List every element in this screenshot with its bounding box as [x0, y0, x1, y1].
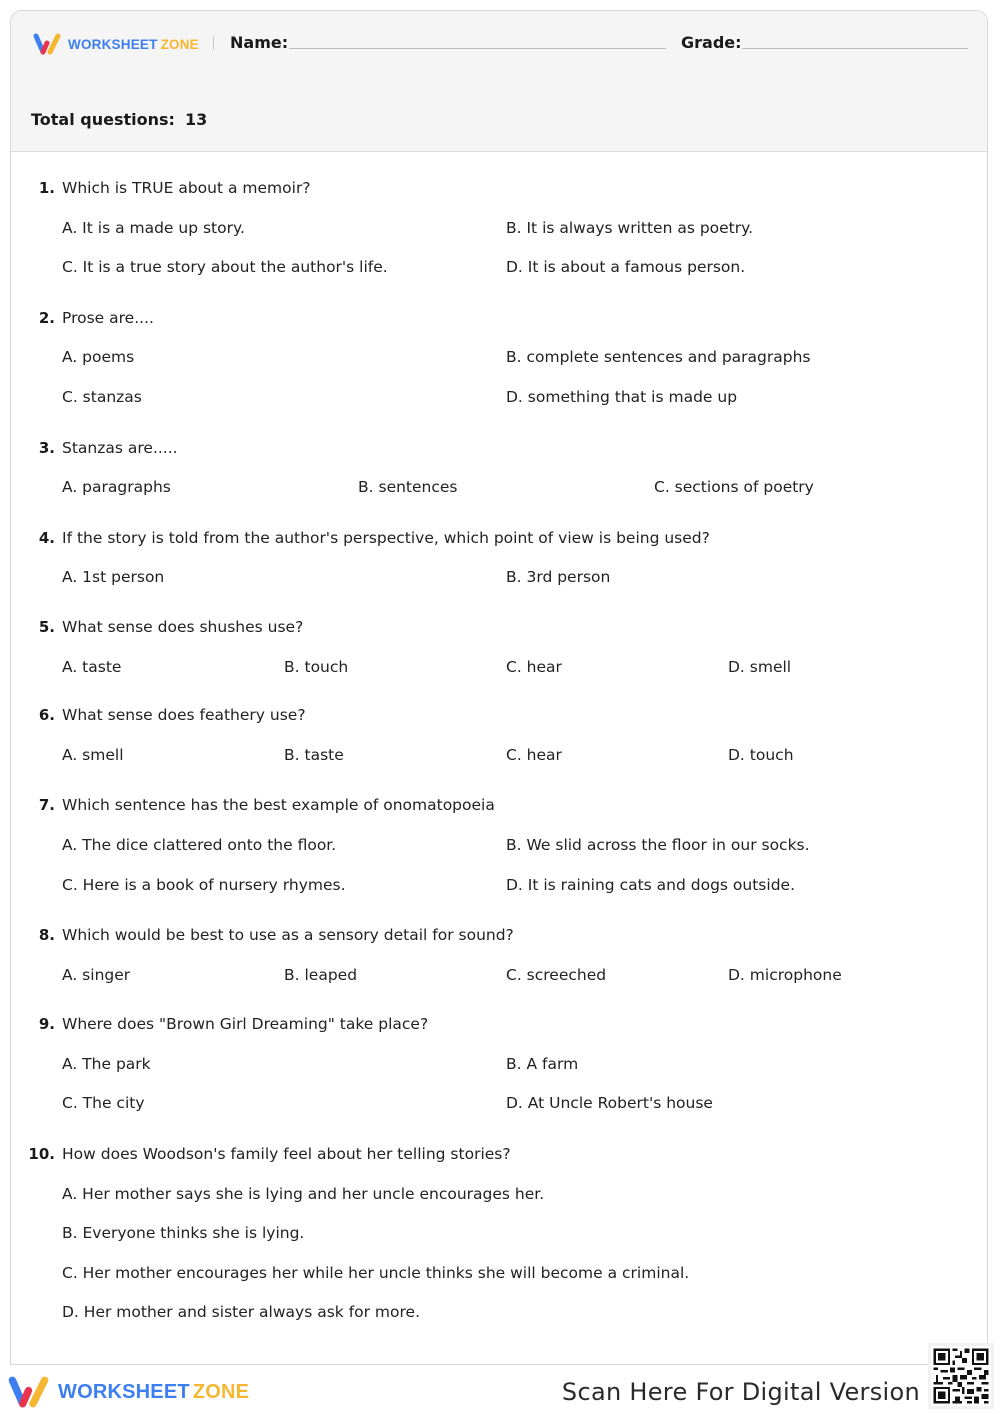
question-number: 6. — [38, 706, 55, 724]
grade-label: Grade: — [681, 33, 742, 52]
question-text: Prose are.... — [62, 309, 154, 327]
question-number: 8. — [38, 926, 55, 944]
worksheet-card — [10, 10, 988, 1365]
option-b[interactable]: B. taste — [284, 746, 344, 764]
option-d[interactable]: D. Her mother and sister always ask for more. — [62, 1303, 421, 1321]
option-b[interactable]: B. touch — [284, 658, 349, 676]
worksheet-zone-logo-icon — [33, 33, 63, 55]
question-number: 3. — [38, 439, 55, 457]
option-c[interactable]: C. hear — [506, 658, 562, 676]
option-c[interactable]: C. stanzas — [62, 388, 142, 406]
total-questions-count: 13 — [184, 110, 208, 129]
name-label: Name: — [230, 33, 289, 52]
option-b[interactable]: B. leaped — [284, 966, 358, 984]
footer-brand-logo — [8, 1375, 249, 1409]
question-text: What sense does feathery use? — [62, 706, 306, 724]
question-text: Stanzas are..... — [62, 439, 178, 457]
brand-logo — [33, 33, 199, 55]
question-number: 5. — [38, 618, 55, 636]
qr-code-icon[interactable] — [928, 1343, 994, 1409]
question-number: 7. — [38, 796, 55, 814]
option-a[interactable]: A. poems — [62, 348, 135, 366]
option-d[interactable]: D. touch — [728, 746, 794, 764]
option-b[interactable]: B. Everyone thinks she is lying. — [62, 1224, 305, 1242]
option-a[interactable]: A. paragraphs — [62, 478, 171, 496]
option-c[interactable]: C. Here is a book of nursery rhymes. — [62, 876, 346, 894]
question-text: If the story is told from the author's perspective, which point of view is being used? — [62, 529, 710, 547]
worksheet-zone-logo-icon — [8, 1375, 52, 1409]
question-text: Which sentence has the best example of onomatopoeia — [62, 796, 495, 814]
header-divider — [213, 36, 214, 50]
option-a[interactable]: A. The dice clattered onto the floor. — [62, 836, 337, 854]
option-a[interactable]: A. smell — [62, 746, 124, 764]
option-a[interactable]: A. 1st person — [62, 568, 165, 586]
option-b[interactable]: B. sentences — [358, 478, 458, 496]
name-field[interactable] — [289, 48, 666, 49]
brand-name: WORKSHEET ZONE — [68, 36, 199, 52]
question-text: Where does "Brown Girl Dreaming" take place? — [62, 1015, 429, 1033]
option-a[interactable]: A. taste — [62, 658, 122, 676]
option-d[interactable]: D. It is raining cats and dogs outside. — [506, 876, 795, 894]
option-b[interactable]: B. complete sentences and paragraphs — [506, 348, 811, 366]
grade-field[interactable] — [742, 48, 968, 49]
option-c[interactable]: C. sections of poetry — [654, 478, 814, 496]
option-d[interactable]: D. It is about a famous person. — [506, 258, 746, 276]
option-d[interactable]: D. smell — [728, 658, 792, 676]
question-text: Which would be best to use as a sensory detail for sound? — [62, 926, 514, 944]
question-text: Which is TRUE about a memoir? — [62, 179, 311, 197]
option-b[interactable]: B. A farm — [506, 1055, 579, 1073]
footer-brand-name: WORKSHEET ZONE — [58, 1380, 250, 1403]
option-b[interactable]: B. 3rd person — [506, 568, 611, 586]
option-c[interactable]: C. hear — [506, 746, 562, 764]
option-d[interactable]: D. At Uncle Robert's house — [506, 1094, 713, 1112]
option-c[interactable]: C. screeched — [506, 966, 607, 984]
option-c[interactable]: C. It is a true story about the author's life. — [62, 258, 388, 276]
option-a[interactable]: A. singer — [62, 966, 131, 984]
option-b[interactable]: B. It is always written as poetry. — [506, 219, 754, 237]
option-c[interactable]: C. The city — [62, 1094, 145, 1112]
worksheet-header — [11, 11, 987, 152]
question-text: What sense does shushes use? — [62, 618, 304, 636]
total-questions: Total questions: 13 — [31, 110, 208, 129]
question-number: 10. — [28, 1145, 55, 1163]
option-a[interactable]: A. It is a made up story. — [62, 219, 245, 237]
question-number: 9. — [38, 1015, 55, 1033]
option-a[interactable]: A. The park — [62, 1055, 151, 1073]
question-number: 2. — [38, 309, 55, 327]
option-d[interactable]: D. microphone — [728, 966, 842, 984]
scan-digital-version-text: Scan Here For Digital Version — [561, 1378, 920, 1406]
option-b[interactable]: B. We slid across the floor in our socks. — [506, 836, 810, 854]
question-number: 1. — [38, 179, 55, 197]
option-a[interactable]: A. Her mother says she is lying and her uncle encourages her. — [62, 1185, 545, 1203]
option-c[interactable]: C. Her mother encourages her while her uncle thinks she will become a criminal. — [62, 1264, 690, 1282]
question-number: 4. — [38, 529, 55, 547]
question-text: How does Woodson's family feel about her telling stories? — [62, 1145, 511, 1163]
option-d[interactable]: D. something that is made up — [506, 388, 738, 406]
